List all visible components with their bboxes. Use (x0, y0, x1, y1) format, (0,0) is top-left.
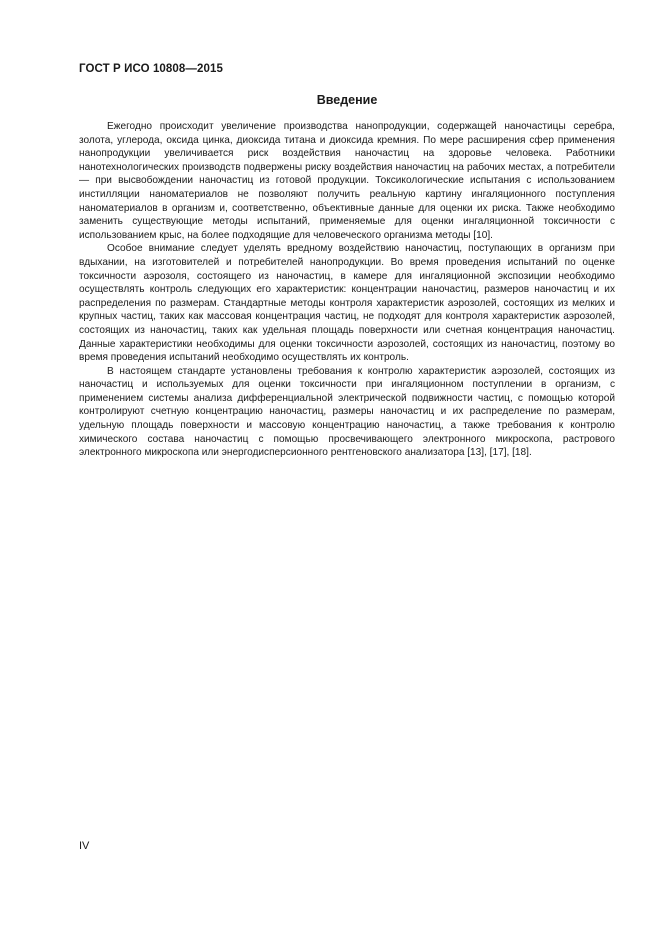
paragraph: Ежегодно происходит увеличение производства нанопродукции, содержащей наночастицы серебра, золота, углерода, оксида цинка, диоксида титана и диоксида кремния. По мере расширения сфер применения нанопродукции увеличивается риск воздействия наночастиц на здоровье человека. Работники нанотехнологических производств подвержены риску воздействия наночастиц на рабочих местах, а потребители — при высвобождении наночастиц из готовой продукции. Токсикологические испытания с использованием инстилляции наноматериалов не позволяют получить реальную картину ингаляционного поступления наноматериалов в организм и, соответственно, объективные данные для оценки их риска. Также необходимо заменить существующие методы испытаний, применяемые для оценки ингаляционной токсичности с использованием крыс, на более подходящие для человеческого организма методы [10]. (79, 121, 615, 241)
body-text (79, 120, 615, 460)
document-header: ГОСТ Р ИСО 10808—2015 (79, 63, 224, 75)
paragraph: В настоящем стандарте установлены требования к контролю характеристик аэрозолей, состоящих из наночастиц и используемых для оценки токсичности при ингаляционном поступлении в организм, с применением системы анализа дифференциальной электрической подвижности частиц, с помощью которой контролируют счетную концентрацию наночастиц, размеры наночастиц и их распределение по размерам, удельную площадь поверхности и массовую концентрацию наночастиц, а также требования к контролю химического состава наночастиц с помощью просвечивающего электронного микроскопа, растрового электронного микроскопа или энергодисперсионного рентгеновского анализатора [13], [17], [18]. (79, 365, 615, 459)
page-number: IV (79, 840, 90, 852)
section-title: Введение (316, 93, 378, 107)
paragraph: Особое внимание следует уделять вредному воздействию наночастиц, поступающих в организм при вдыхании, на изготовителей и потребителей нанопродукции. Во время проведения испытаний по оценке токсичности аэрозоля, состоящего из наночастиц, в камере для ингаляционной экспозиции необходимо осуществлять контроль следующих его характеристик: концентрации наночастиц, размеров наночастиц и их распределения по размерам. Стандартные методы контроля характеристик аэрозолей, состоящих из мелких и крупных частиц, таких как массовая концентрация частиц, не подходят для контроля характеристик аэрозолей, состоящих из наночастиц, таких как удельная площадь поверхности или счетная концентрация наночастиц. Данные характеристики необходимы для оценки токсичности аэрозолей, состоящих из наночастиц, поэтому во время проведения испытаний необходимо осуществлять их контроль. (79, 243, 615, 364)
